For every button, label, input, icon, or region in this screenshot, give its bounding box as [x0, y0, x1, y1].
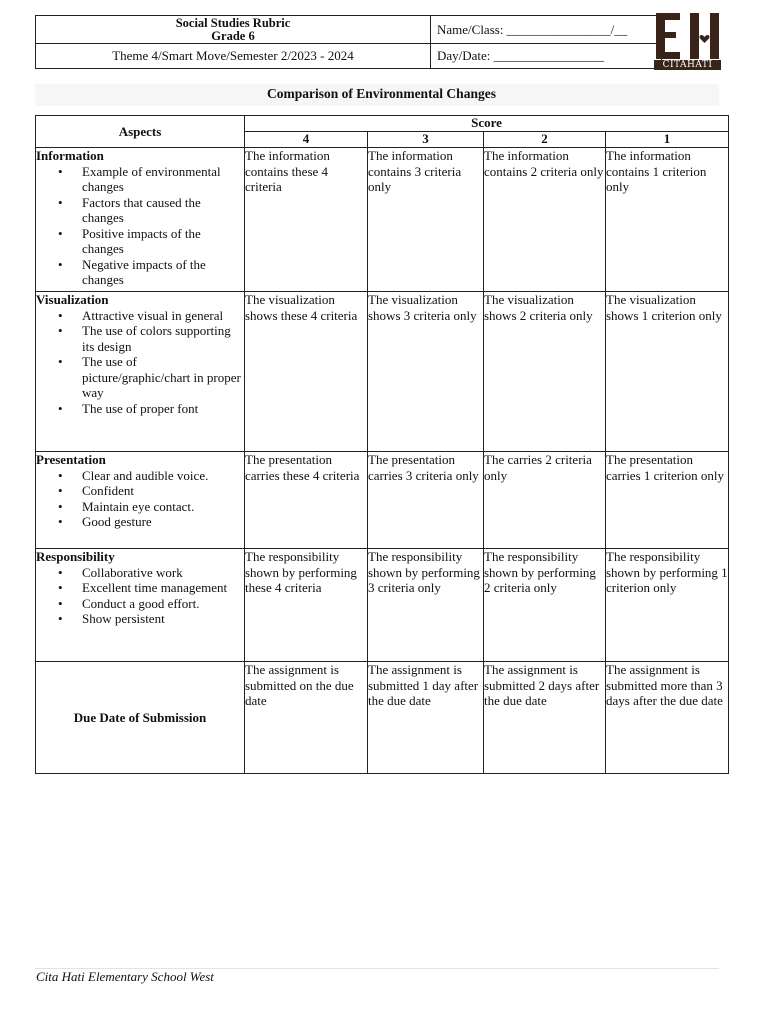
rubric-title: Social Studies Rubric [175, 15, 291, 30]
score-cell: The assignment is submitted 2 days after the due date [484, 662, 606, 774]
list-item: • Confident [82, 483, 244, 499]
due-date-label: Due Date of Submission [36, 662, 245, 774]
day-date-field[interactable]: Day/Date: _________________ [431, 44, 662, 69]
score-cell: The presentation carries 1 criterion only [606, 452, 729, 549]
score-cell: The visualization shows 1 criterion only [606, 292, 729, 452]
table-row [36, 292, 729, 452]
aspects-header: Aspects [36, 116, 245, 148]
aspect-title: Responsibility [36, 549, 115, 564]
score-column-header: 1 [606, 132, 729, 148]
score-cell: The information contains 2 criteria only [484, 148, 606, 292]
list-item: • Factors that caused the changes [82, 195, 244, 226]
theme-label: Theme 4/Smart Move/Semester 2/2023 - 2024 [36, 44, 431, 69]
score-cell: The presentation carries 3 criteria only [368, 452, 484, 549]
aspect-title: Information [36, 148, 104, 163]
score-cell: The visualization shows these 4 criteria [245, 292, 368, 452]
table-row [36, 148, 729, 292]
list-item: • Collaborative work [82, 565, 244, 581]
score-cell: The visualization shows 2 criteria only [484, 292, 606, 452]
score-cell: The responsibility shown by performing these 4 criteria [245, 549, 368, 662]
list-item: • The use of picture/graphic/chart in proper way [82, 354, 244, 401]
name-class-field[interactable]: Name/Class: ________________/__ [431, 16, 662, 44]
list-item: • Good gesture [82, 514, 244, 530]
aspect-cell [36, 148, 245, 292]
rubric-title-cell [36, 16, 431, 44]
score-column-header: 2 [484, 132, 606, 148]
list-item: • Excellent time management [82, 580, 244, 596]
score-cell: The assignment is submitted 1 day after the due date [368, 662, 484, 774]
footer-school-name: Cita Hati Elementary School West [36, 969, 214, 984]
score-column-header: 4 [245, 132, 368, 148]
list-item: • Example of environmental changes [82, 164, 244, 195]
list-item: • Maintain eye contact. [82, 499, 244, 515]
score-cell: The visualization shows 3 criteria only [368, 292, 484, 452]
score-cell: The responsibility shown by performing 2 criteria only [484, 549, 606, 662]
list-item: • Show persistent [82, 611, 244, 627]
score-cell: The presentation carries these 4 criteria [245, 452, 368, 549]
list-item: • Attractive visual in general [82, 308, 244, 324]
score-cell: The assignment is submitted on the due date [245, 662, 368, 774]
score-column-header: 3 [368, 132, 484, 148]
score-cell: The responsibility shown by performing 3 criteria only [368, 549, 484, 662]
score-cell: The responsibility shown by performing 1 criterion only [606, 549, 729, 662]
score-cell: The information contains these 4 criteria [245, 148, 368, 292]
score-cell: The carries 2 criteria only [484, 452, 606, 549]
aspect-cell [36, 549, 245, 662]
criteria-list [36, 468, 244, 530]
list-item: • Conduct a good effort. [82, 596, 244, 612]
aspect-title: Visualization [36, 292, 109, 307]
list-item: • Negative impacts of the changes [82, 257, 244, 288]
score-cell: The information contains 1 criterion only [606, 148, 729, 292]
criteria-list [36, 565, 244, 627]
score-cell: The information contains 3 criteria only [368, 148, 484, 292]
rubric-subtitle: Comparison of Environmental Changes [267, 86, 496, 101]
table-row [36, 549, 729, 662]
criteria-list [36, 308, 244, 417]
aspect-title: Presentation [36, 452, 106, 467]
aspect-cell [36, 452, 245, 549]
list-item: • The use of colors supporting its design [82, 323, 244, 354]
grade-label: Grade 6 [211, 28, 255, 43]
header-table [35, 15, 662, 69]
list-item: • Positive impacts of the changes [82, 226, 244, 257]
list-item: • Clear and audible voice. [82, 468, 244, 484]
table-row [36, 452, 729, 549]
list-item: • The use of proper font [82, 401, 244, 417]
score-cell: The assignment is submitted more than 3 days after the due date [606, 662, 729, 774]
score-header: Score [245, 116, 729, 132]
rubric-table [35, 115, 729, 774]
criteria-list [36, 164, 244, 288]
logo-text: CITAHATI [662, 60, 713, 70]
table-row [36, 662, 729, 774]
aspect-cell [36, 292, 245, 452]
